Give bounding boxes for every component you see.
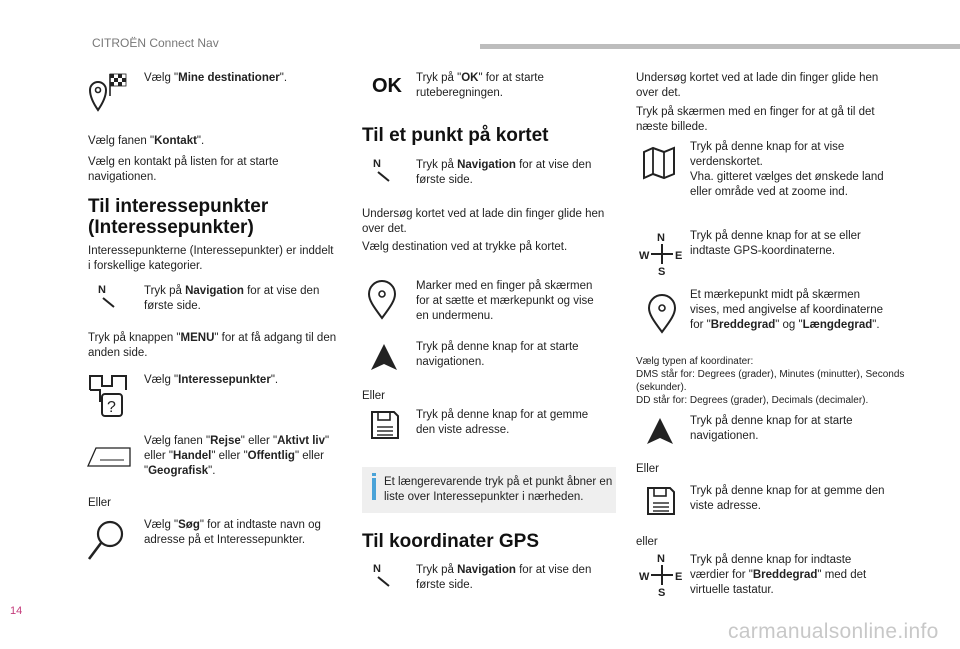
navigation-first-page-text: Tryk på Navigation for at vise den første side. [144, 285, 320, 312]
svg-text:?: ? [107, 399, 116, 416]
coordinate-type-note: Vælg typen af koordinater: DMS står for: Degrees (grader), Minutes (minutter), Seconds (sekunder). DD står for: Degrees (grader), Decimals (decimaler). [636, 356, 905, 406]
select-contact-tab-text: Vælg fanen "Kontakt". [88, 135, 205, 147]
info-icon-dot [372, 473, 376, 476]
document-header: CITROËN Connect Nav [92, 36, 219, 50]
poi-intro-text: Interessepunkterne (Interessepunkter) er inddelt i forskellige kategorier. [88, 245, 334, 272]
press-ok-text: Tryk på "OK" for at starte ruteberegningen. [416, 72, 544, 99]
navigation-icon-n: N [373, 158, 381, 170]
start-navigation-text: Tryk på denne knap for at starte navigationen. [416, 341, 579, 368]
compass-e: E [675, 250, 683, 262]
compass-n: N [657, 553, 665, 565]
compass-n: N [657, 232, 665, 244]
start-navigation-icon [646, 416, 674, 446]
info-icon-bar [372, 478, 376, 500]
poi-question-icon [86, 372, 132, 418]
info-note-text: Et længerevarende tryk på et punkt åbner en liste over Interessepunkter i nærheden. [384, 476, 613, 503]
save-icon [370, 410, 400, 440]
checkered-flag-pin-icon [86, 70, 130, 112]
select-destination-text: Vælg destination ved at trykke på kortet. [362, 241, 568, 253]
menu-button-text: Tryk på knappen "MENU" for at få adgang til den anden side. [88, 332, 337, 359]
mark-point-text: Marker med en finger på skærmen for at sætte et mærkepunkt og vise en undermenu. [416, 280, 594, 322]
compass-w: W [639, 571, 650, 583]
explore-map-text: Undersøg kortet ved at lade din finger glide hen over det. [636, 72, 879, 99]
category-tabs-icon [86, 446, 132, 468]
navigation-icon [373, 561, 397, 587]
map-pin-icon [366, 278, 398, 320]
gps-heading: Til koordinater GPS [362, 531, 540, 552]
select-category-tab-text: Vælg fanen "Rejse" eller "Aktivt liv" eller "Handel" eller "Offentlig" eller "Geografisk". [144, 435, 330, 477]
search-icon [86, 518, 128, 562]
navigation-icon [373, 156, 397, 182]
compass-gps-icon [638, 551, 686, 599]
select-my-destinations-text: Vælg "Mine destinationer". [144, 72, 288, 84]
save-address-text: Tryk på denne knap for at gemme den viste adresse. [690, 485, 885, 512]
navigation-first-page-text: Tryk på Navigation for at vise den første side. [416, 564, 592, 591]
poi-heading: Til interessepunkter (Interessepunkter) [88, 196, 269, 238]
world-map-text: Tryk på denne knap for at vise verdenskortet. Vha. gitteret vælges det ønskede land eller område ved at zoome ind. [690, 141, 884, 198]
header-rule [480, 44, 960, 49]
explore-map-text: Undersøg kortet ved at lade din finger glide hen over det. [362, 208, 605, 235]
save-address-text: Tryk på denne knap for at gemme den viste adresse. [416, 409, 589, 436]
page-number: 14 [10, 605, 23, 617]
world-map-icon [642, 146, 676, 180]
navigation-first-page-text: Tryk på Navigation for at vise den første side. [416, 159, 592, 186]
eller-text: Eller [636, 463, 660, 475]
start-navigation-icon [370, 342, 398, 372]
ok-icon: OK [372, 75, 402, 97]
select-contact-text: Vælg en kontakt på listen for at starte navigationen. [88, 156, 279, 183]
compass-w: W [639, 250, 650, 262]
select-poi-text: Vælg "Interessepunkter". [144, 374, 279, 386]
save-icon [646, 486, 676, 516]
compass-gps-icon [638, 230, 686, 278]
select-search-text: Vælg "Søg" for at indtaste navn og adresse på et Interessepunkter. [144, 519, 321, 546]
map-point-heading: Til et punkt på kortet [362, 125, 549, 146]
enter-latitude-text: Tryk på denne knap for indtaste værdier for "Breddegrad" med det virtuelle tastatur. [690, 554, 867, 596]
navigation-icon-n: N [373, 563, 381, 575]
eller-text: Eller [362, 390, 386, 402]
eller-text: Eller [88, 497, 112, 509]
compass-s: S [658, 266, 666, 278]
navigation-icon [98, 282, 122, 308]
gps-coordinates-text: Tryk på denne knap for at se eller indtaste GPS-koordinaterne. [690, 230, 861, 257]
map-pin-icon [646, 292, 678, 334]
next-image-text: Tryk på skærmen med en finger for at gå til det næste billede. [636, 106, 875, 133]
watermark: carmanualsonline.info [728, 620, 939, 643]
start-navigation-text: Tryk på denne knap for at starte navigationen. [690, 415, 853, 442]
navigation-icon-n: N [98, 284, 106, 296]
marker-coordinates-text: Et mærkepunkt midt på skærmen vises, med angivelse af koordinaterne for "Breddegrad" og "Længdegrad". [690, 289, 884, 331]
compass-e: E [675, 571, 683, 583]
compass-s: S [658, 587, 666, 599]
eller-text: eller [636, 536, 658, 548]
info-note [362, 467, 616, 513]
